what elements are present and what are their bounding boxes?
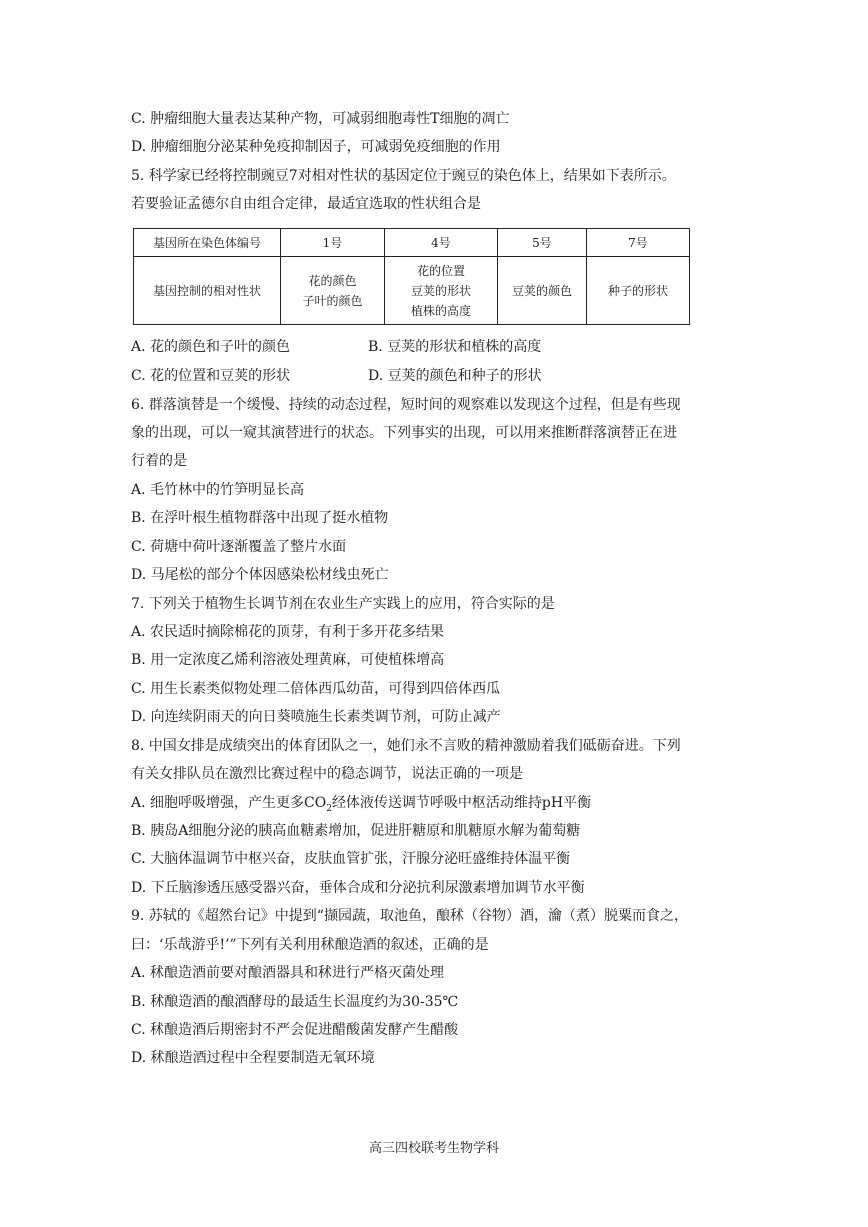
table-header-cell: 1号	[281, 229, 385, 257]
q6-option-a: A. 毛竹林中的竹笋明显长高	[131, 482, 305, 498]
table-row	[134, 257, 690, 325]
gene-chromosome-table	[133, 228, 690, 325]
table-row-label: 基因控制的相对性状	[134, 257, 281, 325]
q9-option-c: C. 秫酿造酒后期密封不严会促进醋酸菌发酵产生醋酸	[131, 1022, 459, 1038]
q6-option-c: C. 荷塘中荷叶逐渐覆盖了整片水面	[131, 539, 347, 555]
question-7-text: 7. 下列关于植物生长调节剂在农业生产实践上的应用，符合实际的是	[131, 596, 555, 612]
option-d-tumor: D. 肿瘤细胞分泌某种免疫抑制因子，可减弱免疫细胞的作用	[131, 139, 501, 155]
trait-text: 子叶的颜色	[302, 293, 363, 308]
trait-text: 植株的高度	[410, 303, 471, 318]
question-8-text: 8. 中国女排是成绩突出的体育团队之一，她们永不言败的精神激励着我们砥砺奋进。下列	[131, 738, 681, 754]
question-5-text-cont: 若要验证孟德尔自由组合定律，最适宜选取的性状组合是	[131, 196, 481, 212]
q7-option-c: C. 用生长素类似物处理二倍体西瓜幼苗，可得到四倍体西瓜	[131, 681, 501, 697]
question-8-text-cont: 有关女排队员在激烈比赛过程中的稳态调节，说法正确的一项是	[131, 766, 523, 782]
q8-option-a-end: 经体液传送调节呼吸中枢活动维持pH平衡	[331, 795, 592, 811]
q8-option-a-start: A. 细胞呼吸增强，产生更多CO	[131, 795, 327, 811]
q9-option-a: A. 秫酿造酒前要对酿酒器具和秫进行严格灭菌处理	[131, 965, 445, 981]
q8-option-c: C. 大脑体温调节中枢兴奋，皮肤血管扩张，汗腺分泌旺盛维持体温平衡	[131, 851, 571, 867]
q8-option-d: D. 下丘脑渗透压感受器兴奋，垂体合成和分泌抗利尿激素增加调节水平衡	[131, 880, 585, 896]
q9-option-d: D. 秫酿造酒过程中全程要制造无氧环境	[131, 1050, 375, 1066]
q5-option-c: C. 花的位置和豆荚的形状	[131, 368, 291, 384]
q9-option-b: B. 秫酿造酒的酿酒酵母的最适生长温度约为30-35℃	[131, 994, 459, 1010]
trait-text: 花的颜色	[308, 273, 357, 288]
q5-option-a: A. 花的颜色和子叶的颜色	[131, 339, 291, 355]
table-cell	[281, 257, 385, 325]
subscript-2: 2	[326, 803, 332, 814]
question-5-text: 5. 科学家已经将控制豌豆7对相对性状的基因定位于豌豆的染色体上，结果如下表所示。	[131, 168, 676, 184]
q5-option-d: D. 豆荚的颜色和种子的形状	[368, 368, 542, 384]
table-cell	[385, 257, 498, 325]
q8-option-a	[131, 793, 591, 819]
trait-text: 花的位置	[416, 263, 465, 278]
question-6-text-cont: 行着的是	[131, 453, 187, 469]
table-header-cell: 5号	[498, 229, 587, 257]
q8-option-b: B. 胰岛A细胞分泌的胰高血糖素增加，促进肝糖原和肌糖原水解为葡萄糖	[131, 823, 581, 839]
q7-option-a: A. 农民适时摘除棉花的顶芽，有利于多开花多结果	[131, 624, 445, 640]
table-header-cell: 基因所在染色体编号	[134, 229, 281, 257]
question-9-text: 9. 苏轼的《超然台记》中提到“撷园蔬，取池鱼，酿秫（谷物）酒，瀹（煮）脱粟而食之，	[131, 908, 688, 924]
q6-option-d: D. 马尾松的部分个体因感染松材线虫死亡	[131, 567, 389, 583]
q6-option-b: B. 在浮叶根生植物群落中出现了挺水植物	[131, 510, 389, 526]
q5-option-b: B. 豆荚的形状和植株的高度	[368, 339, 542, 355]
table-row	[134, 229, 690, 257]
table-header-cell: 4号	[385, 229, 498, 257]
option-c-tumor: C. 肿瘤细胞大量表达某种产物，可减弱细胞毒性T细胞的凋亡	[131, 111, 510, 127]
question-6-text-cont: 象的出现，可以一窥其演替进行的状态。下列事实的出现，可以用来推断群落演替正在进	[131, 425, 677, 441]
question-6-text: 6. 群落演替是一个缓慢、持续的动态过程，短时间的观察难以发现这个过程，但是有些现	[131, 397, 681, 413]
page-footer: 高三四校联考生物学科	[368, 1141, 499, 1156]
q7-option-b: B. 用一定浓度乙烯利溶液处理黄麻，可使植株增高	[131, 652, 445, 668]
table-cell: 豆荚的颜色	[498, 257, 587, 325]
table-header-cell: 7号	[587, 229, 690, 257]
trait-text: 豆荚的形状	[410, 283, 471, 298]
question-9-text-cont: 曰：‘乐哉游乎!’”下列有关利用秫酿造酒的叙述，正确的是	[131, 937, 489, 953]
table-cell: 种子的形状	[587, 257, 690, 325]
q7-option-d: D. 向连续阴雨天的向日葵喷施生长素类调节剂，可防止减产	[131, 709, 501, 725]
